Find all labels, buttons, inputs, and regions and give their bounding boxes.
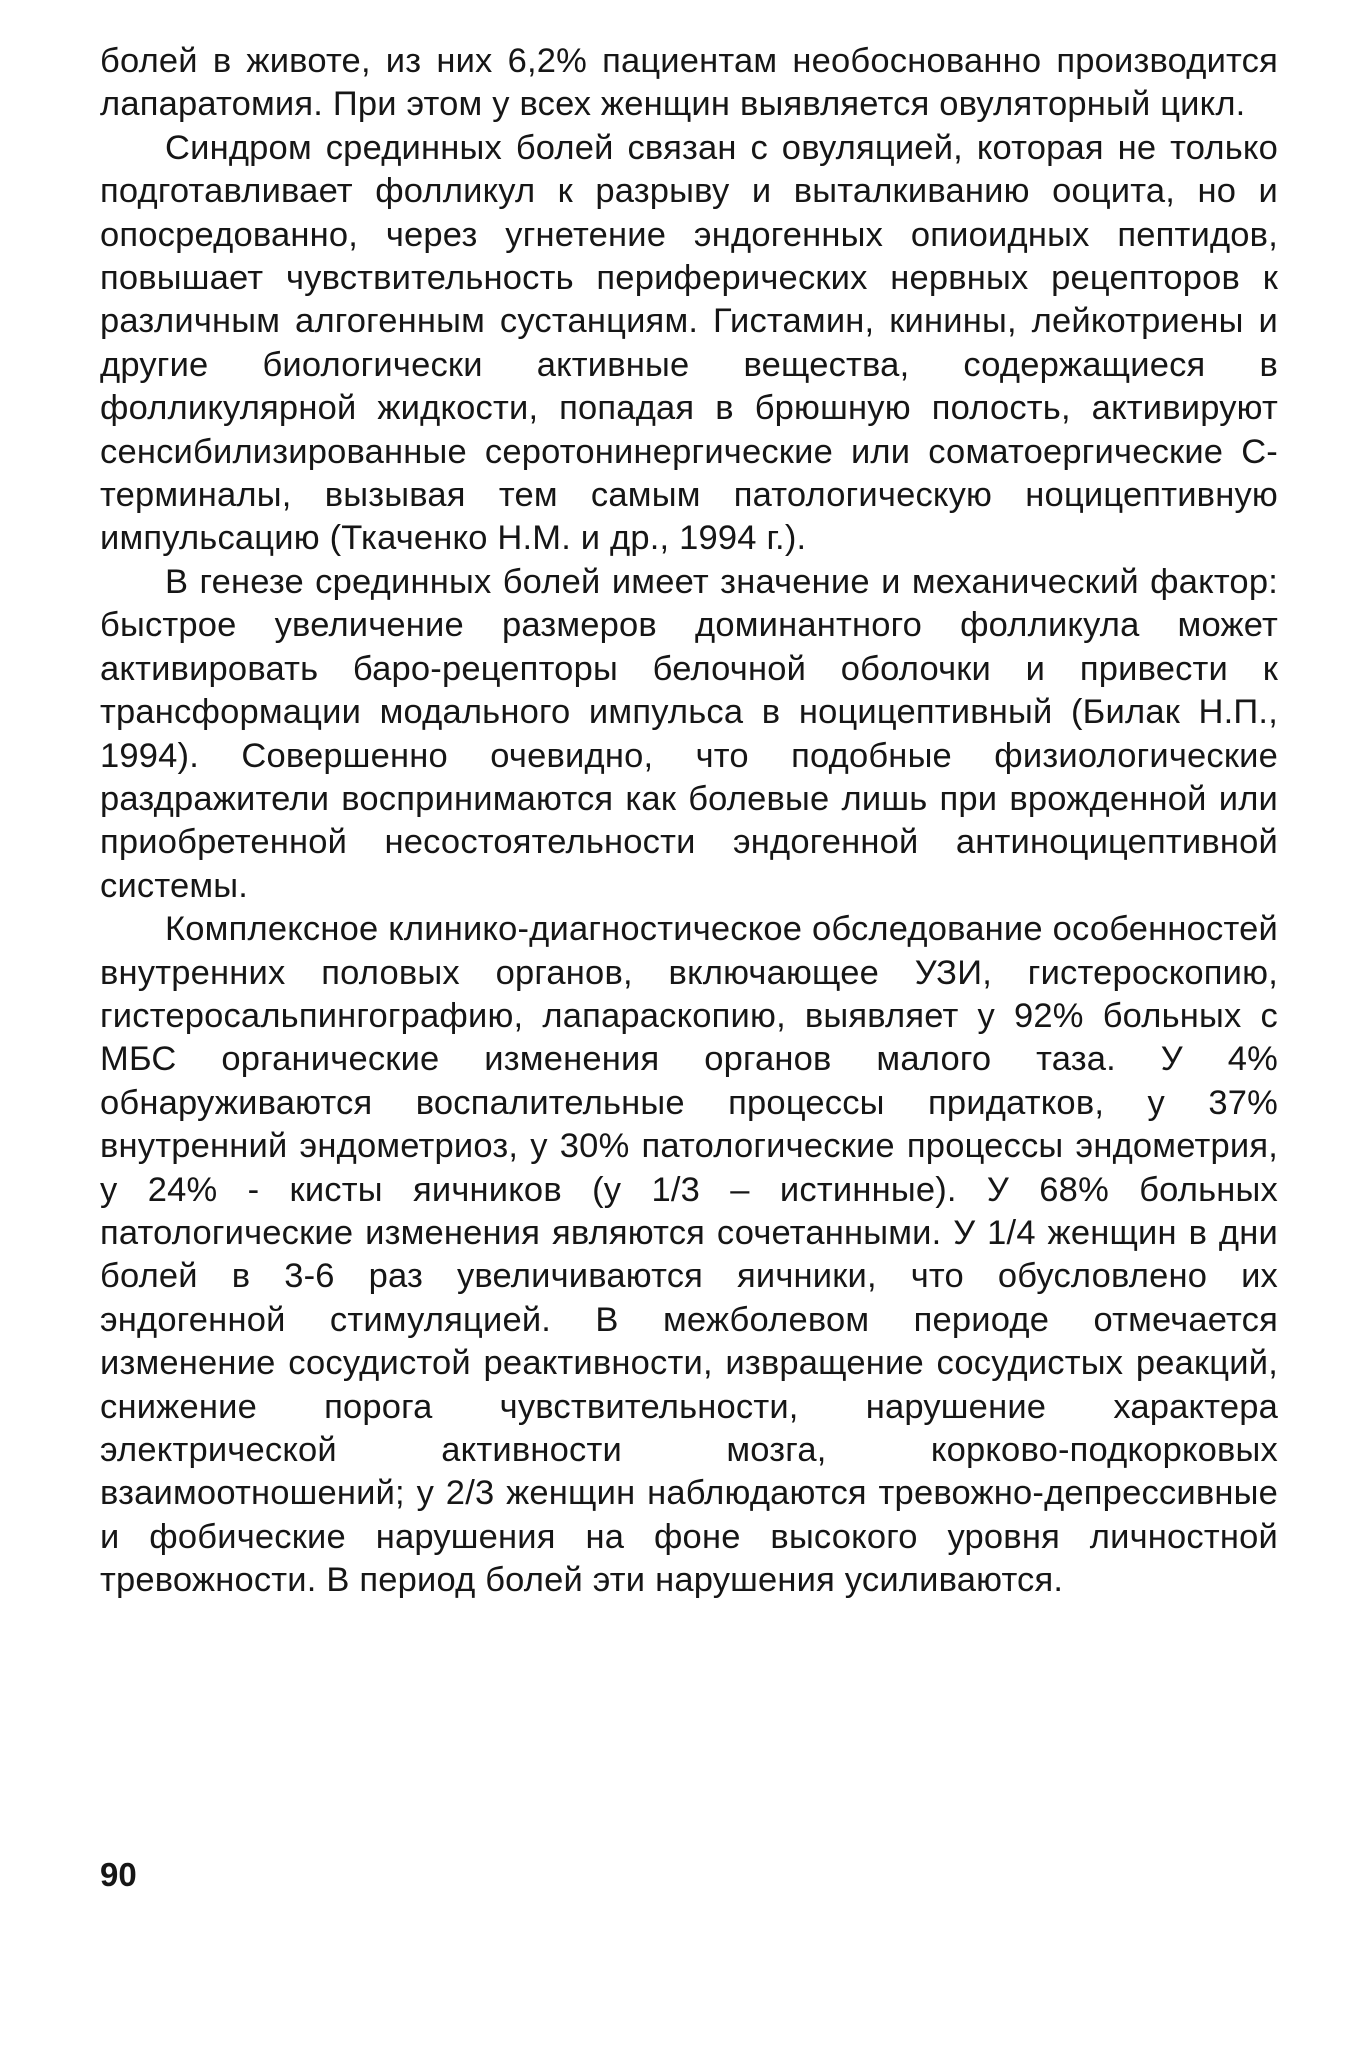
paragraph-ovulation-mechanism: Синдром срединных болей связан с овуляцией, которая не только подготавливает фолликул к разрыву и выталкиванию ооцита, но и опосредованно, через угнетение эндогенных опиоидных пептидов, повышает чувствительность периферических нервных рецепторов к различным алгогенным сустанциям. Гистамин, кинины, лейкотриены и другие биологически активные вещества, содержащиеся в фолликулярной жидкости, попадая в брюшную полость, активируют сенсибилизированные серотонинергические или соматоергические С-терминалы, вызывая тем самым патологическую ноцицептивную импульсацию (Ткаченко Н.М. и др., 1994 г.). (100, 128, 1278, 558)
paragraph-continuation: болей в животе, из них 6,2% пациентам необоснованно производится лапаратомия. При этом у всех женщин выявляется овуляторный цикл. (100, 42, 1278, 124)
page-body (100, 40, 1278, 1603)
paragraph-clinical-diagnostics: Комплексное клинико-диагностическое обследование особенностей внутренних половых органов, включающее УЗИ, гистероскопию, гистеросальпингографию, лапараскопию, выявляет у 92% больных с МБС органические изменения органов малого таза. У 4% обнаруживаются воспалительные процессы придатков, у 37% внутренний эндометриоз, у 30% патологические процессы эндометрия, у 24% - кисты яичников (у 1/3 – истинные). У 68% больных патологические изменения являются сочетанными. У 1/4 женщин в дни болей в 3-6 раз увеличиваются яичники, что обусловлено их эндогенной стимуляцией. В межболевом периоде отмечается изменение сосудистой реактивности, извращение сосудистых реакций, снижение порога чувствительности, нарушение характера электрической активности мозга, корково-подкорковых взаимоотношений; у 2/3 женщин наблюдаются тревожно-депрессивные и фобические нарушения на фоне высокого уровня личностной тревожности. В период болей эти нарушения усиливаются. (100, 910, 1278, 1600)
paragraph-mechanical-factor: В генезе срединных болей имеет значение и механический фактор: быстрое увеличение размеров доминантного фолликула может активировать баро-рецепторы белочной оболочки и привести к трансформации модального импульса в ноцицептивный (Билак Н.П., 1994). Совершенно очевидно, что подобные физиологические раздражители воспринимаются как болевые лишь при врожденной или приобретенной несостоятельности эндогенной антиноцицептивной системы. (100, 562, 1278, 905)
page-number: 90 (100, 1856, 137, 1893)
